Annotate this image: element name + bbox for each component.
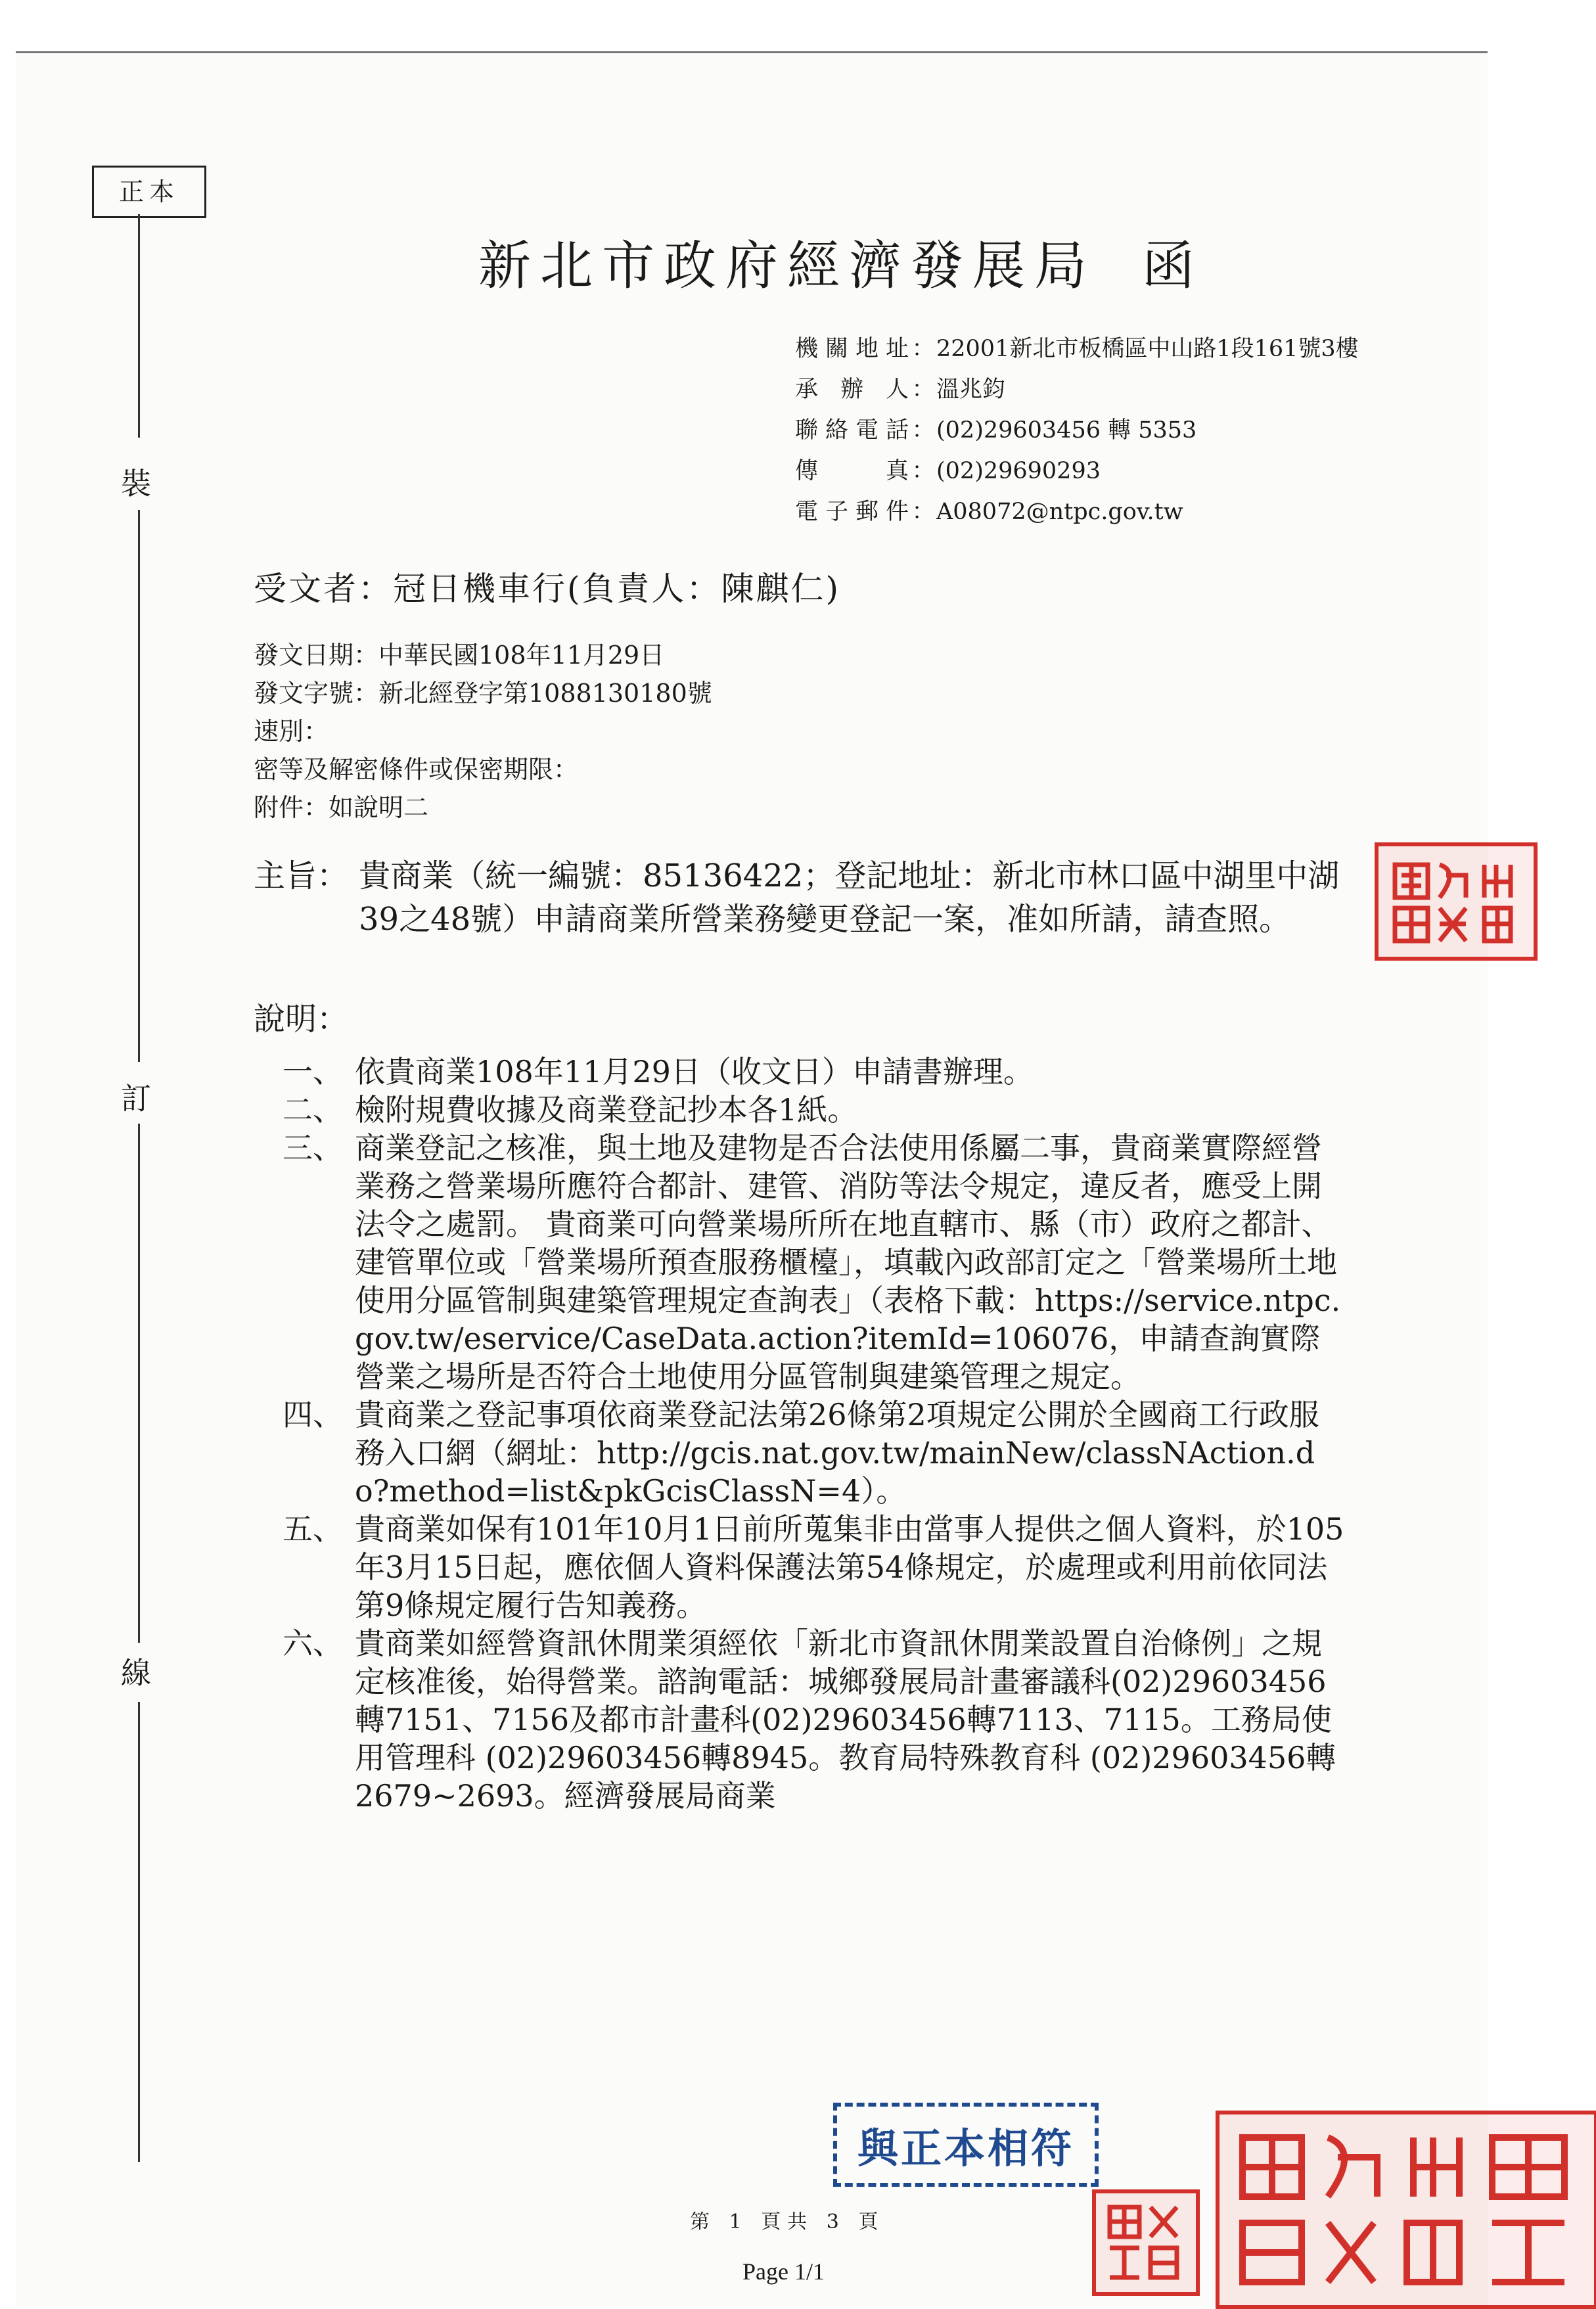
binding-line: [138, 1124, 140, 1643]
info-value: A08072@ntpc.gov.tw: [936, 499, 1183, 525]
info-row-handler: 承辦人 ： 溫兆鈞: [795, 369, 1359, 410]
info-label: 電子郵件: [795, 499, 910, 525]
subject: [254, 854, 1371, 941]
document-number: 發文字號：新北經登字第1088130180號: [254, 679, 712, 708]
item-number: 二、: [283, 1092, 343, 1128]
list-item: [283, 1129, 1347, 1396]
list-item: [283, 1624, 1347, 1815]
item-number: 一、: [283, 1054, 343, 1089]
agency-seal: [1375, 842, 1538, 961]
info-row-email: 電子郵件 ： A08072@ntpc.gov.tw: [795, 492, 1359, 532]
item-number: 四、: [283, 1397, 343, 1432]
info-value: (02)29690293: [936, 458, 1101, 484]
info-row-fax: 傳真 ： (02)29690293: [795, 451, 1359, 492]
explanation-list: [283, 1053, 1347, 1815]
list-item: [283, 1091, 1347, 1129]
explanation-label: 說明：: [254, 1001, 349, 1038]
item-number: 三、: [283, 1130, 343, 1166]
binding-line: [138, 510, 140, 1062]
issue-date: 發文日期：中華民國108年11月29日: [254, 641, 665, 670]
page-label: Page 1/1: [742, 2258, 825, 2285]
list-item: [283, 1510, 1347, 1624]
binding-line: [138, 1702, 140, 2162]
recipient: 受文者：冠日機車行(負責人：陳麒仁): [254, 570, 841, 608]
item-number: 五、: [283, 1511, 343, 1547]
info-row-phone: 聯絡電話 ： (02)29603456 轉 5353: [795, 410, 1359, 451]
item-text: 依貴商業108年11月29日（收文日）申請書辦理。: [355, 1054, 1034, 1089]
document-kind: 函: [1142, 235, 1204, 296]
seal-glyph-icon: [1387, 856, 1525, 948]
document-meta: [254, 636, 712, 827]
binding-char-middle: 訂: [121, 1081, 151, 1116]
page-count: 第 1 頁共 3 頁: [690, 2210, 885, 2233]
seal-glyph-icon: [1229, 2124, 1584, 2295]
speed-level: 速別：: [254, 717, 329, 746]
binding-char-bottom: 線: [121, 1655, 151, 1691]
agency-info: [795, 329, 1359, 532]
info-value: (02)29603456 轉 5353: [936, 417, 1197, 444]
info-label: 承辦人: [795, 377, 910, 403]
document-title: [478, 223, 1204, 299]
item-text: 貴商業如保有101年10月1日前所蒐集非由當事人提供之個人資料，於105年3月15日起，應依個人資料保護法第54條規定，於處理或利用前依同法第9條規定履行告知義務。: [355, 1511, 1344, 1623]
info-row-address: 機關地址 ： 22001新北市板橋區中山路1段161號3樓: [795, 329, 1359, 369]
info-value: 溫兆鈞: [936, 377, 1006, 403]
item-text: 商業登記之核准，與土地及建物是否合法使用係屬二事，貴商業實際經營業務之營業場所應符合都計、建管、消防等法令規定，違反者，應受上開法令之處罰。 貴商業可向營業場所所在地直轄市、縣（市）政府之都計、建管單位或「營業場所預查服務櫃檯」，填載內政部訂定之「營業場所土地使用分區管制與建築管理規定查詢表」（表格下載：https://service.ntpc.gov.tw/eservice/CaseData.action?itemId=106076，申請查詢實際營業之場所是否符合土地使用分區管制與建築管理之規定。: [355, 1130, 1341, 1394]
subject-label: 主旨：: [254, 857, 349, 894]
binding-line: [138, 214, 140, 438]
item-text: 檢附規費收據及商業登記抄本各1紙。: [355, 1092, 858, 1128]
item-text: 貴商業之登記事項依商業登記法第26條第2項規定公開於全國商工行政服務入口網（網址：http://gcis.nat.gov.tw/mainNew/classNAction.do?method=list&pkGcisClassN=4）。: [355, 1397, 1319, 1509]
info-value: 22001新北市板橋區中山路1段161號3樓: [936, 336, 1359, 362]
info-label: 聯絡電話: [795, 417, 910, 444]
subject-text: 貴商業（統一編號：85136422；登記地址：新北市林口區中湖里中湖39之48號）申請商業所營業務變更登記一案，准如所請，請查照。: [359, 857, 1340, 938]
info-label: 機關地址: [795, 336, 910, 362]
item-number: 六、: [283, 1626, 343, 1661]
agency-name: 新北市政府經濟發展局: [478, 235, 1096, 296]
item-text: 貴商業如經營資訊休閒業須經依「新北市資訊休閒業設置自治條例」之規定核准後，始得營業。諮詢電話：城鄉發展局計畫審議科(02)29603456轉7151、7156及都市計畫科(02)29603456轉7113、7115。工務局使用管理科 (02)29603456轉8945。教育局特殊教育科 (02)29603456轉2679~2693。經濟發展局商業: [355, 1626, 1336, 1814]
list-item: [283, 1396, 1347, 1510]
company-seal: [1216, 2111, 1596, 2309]
seal-glyph-icon: [1103, 2201, 1189, 2285]
list-item: [283, 1053, 1347, 1091]
binding-char-top: 裝: [121, 466, 151, 501]
original-copy-label: 正本: [92, 166, 206, 218]
secrecy-level: 密等及解密條件或保密期限：: [254, 755, 579, 784]
personal-seal: [1092, 2189, 1200, 2296]
info-label: 傳真: [795, 458, 910, 484]
attachment-note: 附件：如說明二: [254, 793, 429, 822]
true-copy-stamp: 與正本相符: [833, 2103, 1099, 2187]
